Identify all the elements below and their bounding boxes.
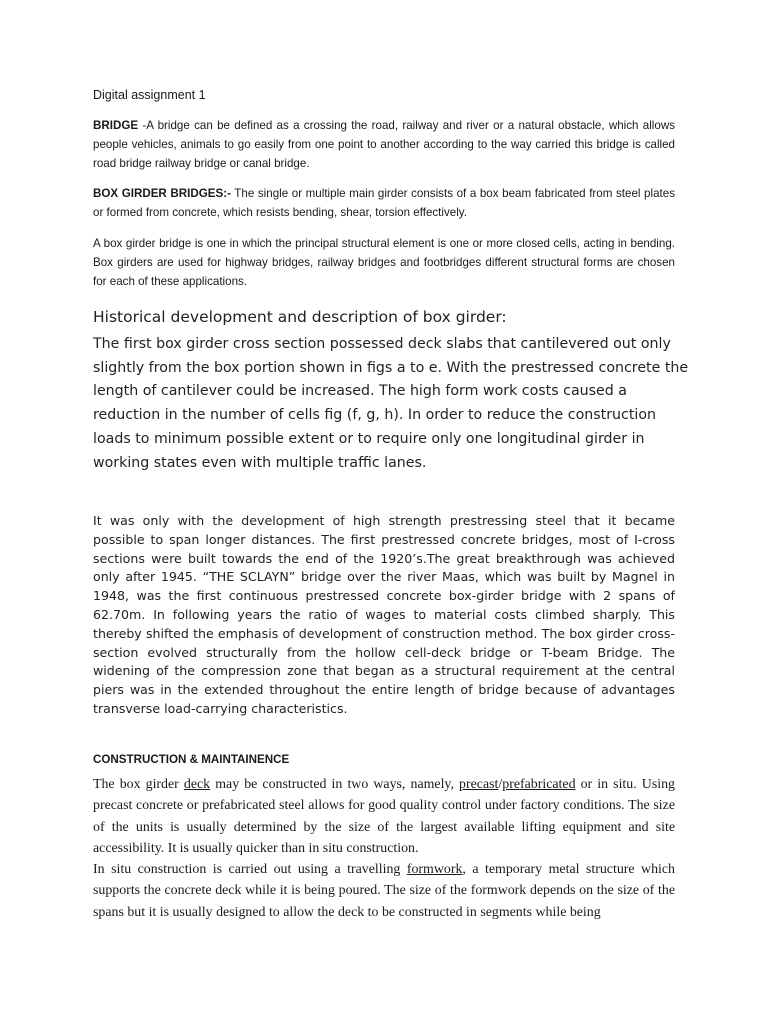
box-girder-definition: A box girder bridge is one in which the principal structural element is one or more closed cells, acting in bending. Box girders are used for highway bridges, railway bridges and footbridges different structural forms are chosen for each of these applications. — [93, 237, 675, 288]
bridge-text: -A bridge can be defined as a crossing the road, railway and river or a natural obstacle, which allows people vehicles, animals to go easily from one point to another according to the way carried this bridge is called road bridge railway bridge or canal bridge. — [93, 119, 675, 170]
formwork-link[interactable]: formwork — [406, 862, 463, 878]
historical-paragraph: The first box girder cross section possessed deck slabs that cantilevered out only slightly from the box portion shown in figs a to e. With the prestressed concrete the length of cantilever could be increased. The high form work costs caused a reduction in the number of cells fig (f, g, h). In order to reduce the construction loads to minimum possible extent or to require only one longitudinal girder in working states even with multiple traffic lanes. — [93, 336, 689, 471]
construction-text: , a temporary metal structure which supports the concrete deck while it is being poured. The size of the formwork depends on the size of the spans but it is usually designed to allow the deck to be constructed in segments while being — [93, 862, 676, 920]
historical-heading: Historical development and description of box girder: — [93, 308, 507, 326]
construction-text: or in situ. Using precast concrete or prefabricated steel allows for good quality control under factory conditions. The size of the units is usually determined by the size of the largest available lifting equipment and site accessibility. It is usually quicker than in situ construction. — [93, 777, 675, 856]
bridge-label: BRIDGE — [93, 119, 139, 132]
box-girder-paragraph — [93, 184, 675, 222]
slash-text: / — [498, 777, 503, 792]
construction-text: may be constructed in two ways, namely, — [210, 777, 460, 792]
construction-heading: CONSTRUCTION & MAINTAINENCE — [93, 753, 290, 766]
box-girder-text: The single or multiple main girder consists of a box beam fabricated from steel plates or formed from concrete, which resists bending, shear, torsion effectively. — [93, 187, 675, 219]
box-girder-label: BOX GIRDER BRIDGES:- — [93, 187, 231, 200]
construction-paragraph-1 — [93, 774, 675, 859]
construction-paragraph-2 — [93, 859, 675, 923]
precast-link[interactable]: precast — [459, 777, 499, 792]
document-title: Digital assignment 1 — [93, 88, 206, 102]
prefabricated-link[interactable]: prefabricated — [502, 777, 576, 792]
construction-text: In situ construction is carried out using a travelling — [93, 862, 407, 878]
construction-text: The box girder — [93, 777, 184, 792]
deck-link[interactable]: deck — [183, 777, 211, 792]
bridge-paragraph — [93, 116, 675, 173]
development-paragraph: It was only with the development of high strength prestressing steel that it became possible to span longer distances. The first prestressed concrete bridges, most of I-cross sections were built towards the end of the 1920’s.The great breakthrough was achieved only after 1945. “THE SCLAYN” bridge over the river Maas, which was built by Magnel in 1948, was the first continuous prestressed concrete box-girder bridge with 2 spans of 62.70m. In following years the ratio of wages to material costs climbed sharply. This thereby shifted the emphasis of development of construction method. The box girder cross-section evolved structurally from the hollow cell-deck bridge or T-beam Bridge. The widening of the compression zone that began as a structural requirement at the central piers was in the extended throughout the entire length of bridge because of advantages transverse load-carrying characteristics. — [93, 513, 675, 716]
construction-section — [93, 774, 675, 923]
